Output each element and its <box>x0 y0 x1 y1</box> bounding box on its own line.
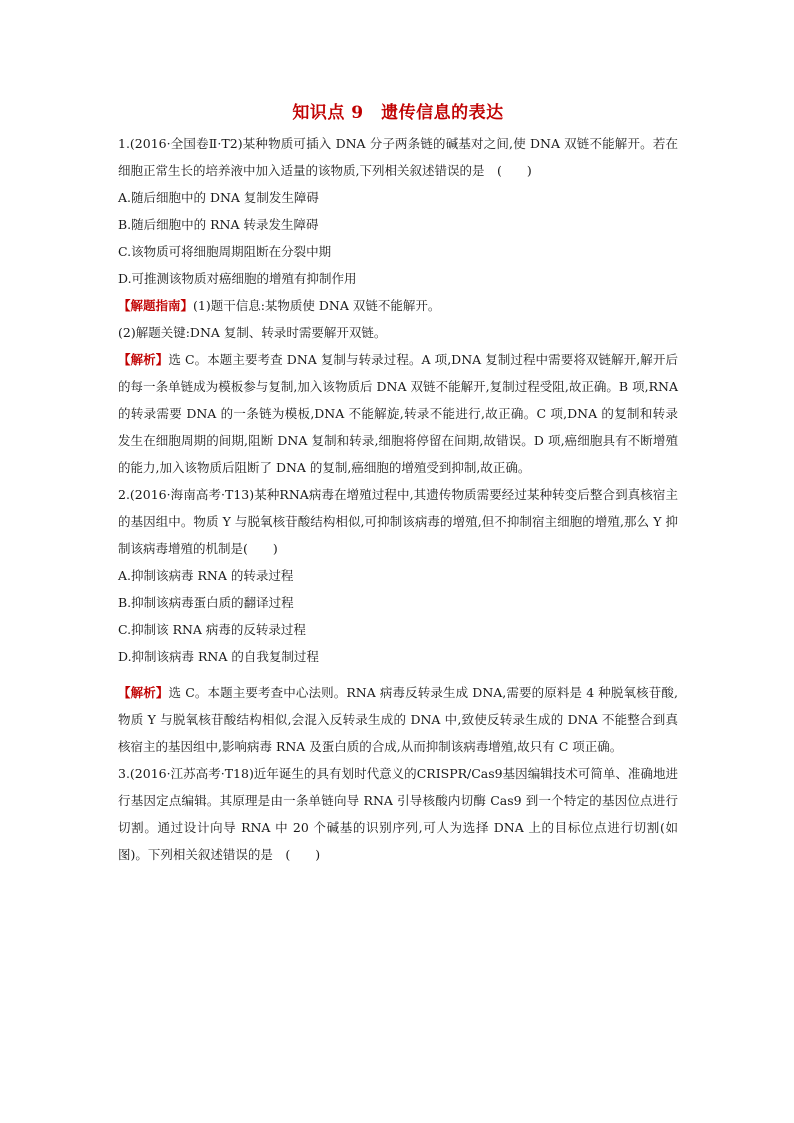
question-2-option-b: B.抑制该病毒蛋白质的翻译过程 <box>118 595 294 610</box>
guide-text-1: (1)题干信息:某物质使 DNA 双链不能解开。 <box>193 298 441 313</box>
question-1-analysis <box>118 346 678 481</box>
spacer <box>118 670 678 679</box>
question-2-analysis <box>118 679 678 760</box>
question-1-guide-1 <box>118 292 678 319</box>
question-1-option-c: C.该物质可将细胞周期阻断在分裂中期 <box>118 244 332 259</box>
analysis-tag: 【解析】 <box>118 685 169 700</box>
question-2-stem: 2.(2016·海南高考·T13)某种RNA病毒在增殖过程中,其遗传物质需要经过某种转变后整合到真核宿主的基因组中。物质 Y 与脱氧核苷酸结构相似,可抑制该病毒的增殖,但不抑制宿主细胞的增殖,那么 Y 抑制该病毒增殖的机制是( ) <box>118 487 678 556</box>
question-1-option-b: B.随后细胞中的 RNA 转录发生障碍 <box>118 217 319 232</box>
question-1-option-d: D.可推测该物质对癌细胞的增殖有抑制作用 <box>118 271 357 286</box>
analysis-text: 选 C。本题主要考查 DNA 复制与转录过程。A 项,DNA 复制过程中需要将双链解开,解开后的每一条单链成为模板参与复制,加入该物质后 DNA 双链不能解开,复制过程受阻,故正确。B 项,RNA 的转录需要 DNA 的一条链为模板,DNA 不能解旋,转录不能进行,故正确。C 项,DNA 的复制和转录发生在细胞周期的间期,阻断 DNA 复制和转录,细胞将停留在间期,故错误。D 项,癌细胞具有不断增殖的能力,加入该物质后阻断了 DNA 的复制,癌细胞的增殖受到抑制,故正确。 <box>118 352 678 475</box>
guide-tag: 【解题指南】 <box>118 298 194 313</box>
question-3-stem: 3.(2016·江苏高考·T18)近年诞生的具有划时代意义的CRISPR/Cas9基因编辑技术可简单、准确地进行基因定点编辑。其原理是由一条单链向导 RNA 引导核酸内切酶 Cas9 到一个特定的基因位点进行切割。通过设计向导 RNA 中 20 个碱基的识别序列,可人为选择 DNA 上的目标位点进行切割(如图)。下列相关叙述错误的是 ( ) <box>118 766 678 862</box>
analysis-text: 选 C。本题主要考查中心法则。RNA 病毒反转录生成 DNA,需要的原料是 4 种脱氧核苷酸,物质 Y 与脱氧核苷酸结构相似,会混入反转录生成的 DNA 中,致使反转录生成的 DNA 不能整合到真核宿主的基因组中,影响病毒 RNA 及蛋白质的合成,从而抑制该病毒增殖,故只有 C 项正确。 <box>118 685 678 754</box>
question-2-option-c: C.抑制该 RNA 病毒的反转录过程 <box>118 622 306 637</box>
page-title: 知识点 9 遗传信息的表达 <box>292 103 504 123</box>
question-2-option-a: A.抑制该病毒 RNA 的转录过程 <box>118 568 294 583</box>
question-1-guide-2: (2)解题关键:DNA 复制、转录时需要解开双链。 <box>118 325 387 340</box>
question-1-option-a: A.随后细胞中的 DNA 复制发生障碍 <box>118 190 319 205</box>
analysis-tag: 【解析】 <box>118 352 169 367</box>
question-2-option-d: D.抑制该病毒 RNA 的自我复制过程 <box>118 649 319 664</box>
question-1-stem: 1.(2016·全国卷Ⅱ·T2)某种物质可插入 DNA 分子两条链的碱基对之间,使 DNA 双链不能解开。若在细胞正常生长的培养液中加入适量的该物质,下列相关叙述错误的是 ( ) <box>118 136 678 178</box>
document-page <box>118 100 678 868</box>
